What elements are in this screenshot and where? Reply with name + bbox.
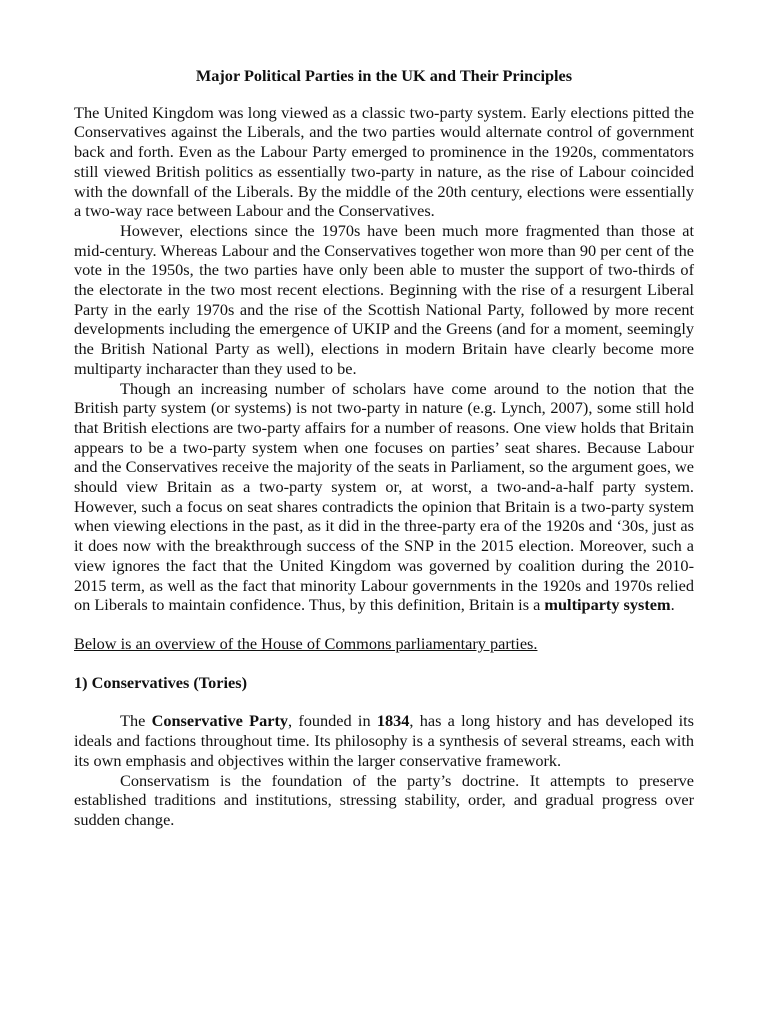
- paragraph-party-system-text: Though an increasing number of scholars have come around to the notion that the British party system (or systems) is not two-party in nature (e.g. Lynch, 2007), some still hold that British elections are two-party affairs for a number of reasons. One view holds that Britain appears to be a two-party system when one focuses on parties’ seat shares. Because Labour and the Conservatives receive the majority of the seats in Parliament, so the argument goes, we should view Britain as a two-party system or, at worst, a two-and-a-half party system. However, such a focus on seat shares contradicts the opinion that Britain is a two-party system when viewing elections in the past, as it did in the three-party era of the 1920s and ‘30s, just as it does now with the breakthrough success of the SNP in the 2015 election. Moreover, such a view ignores the fact that the United Kingdom was governed by coalition during the 2010-2015 term, as well as the fact that minority Labour governments in the 1920s and 1970s relied on Liberals to maintain confidence. Thus, by this definition, Britain is a: [74, 378, 694, 615]
- text-run: , has a long history and has developed its ideals and factions throughout time. Its philosophy is a synthesis of several streams, each with its own emphasis and objectives within the larger conservative framework.: [74, 711, 694, 770]
- section-heading-conservatives: 1) Conservatives (Tories): [74, 672, 248, 692]
- text-run: , founded in: [288, 711, 377, 731]
- overview-heading: Below is an overview of the House of Commons parliamentary parties.: [74, 633, 538, 653]
- paragraph-party-system: [74, 379, 694, 615]
- spacer: [74, 692, 694, 711]
- document-title: Major Political Parties in the UK and Their Principles: [195, 66, 573, 85]
- paragraph-conservatism: Conservatism is the foundation of the party’s doctrine. It attempts to preserve established traditions and institutions, stressing stability, order, and gradual progress over sudden change.: [74, 770, 694, 829]
- text-run: The: [120, 711, 152, 731]
- founding-year: 1834: [376, 711, 410, 731]
- paragraph-party-system-end: .: [670, 595, 675, 615]
- paragraph-fragmentation: However, elections since the 1970s have been much more fragmented than those at mid-century. Whereas Labour and the Conservatives together won more than 90 per cent of the vote in the 1950s, the two parties have only been able to muster the support of two-thirds of the electorate in the two most recent elections. Beginning with the rise of a resurgent Liberal Party in the early 1970s and the rise of the Scottish National Party, followed by more recent developments including the emergence of UKIP and the Greens (and for a moment, seemingly the British National Party as well), elections in modern Britain have clearly become more multiparty incharacter than they used to be.: [74, 220, 694, 378]
- spacer: [74, 654, 694, 673]
- document-page: [74, 66, 694, 830]
- conservative-party-term: Conservative Party: [151, 711, 289, 731]
- paragraph-conservative-party: [74, 711, 694, 770]
- paragraph-intro: The United Kingdom was long viewed as a classic two-party system. Early elections pitted the Conservatives against the Liberals, and the two parties would alternate control of government back and forth. Even as the Labour Party emerged to prominence in the 1920s, commentators still viewed British politics as essentially two-party in nature, as the rise of Labour coincided with the downfall of the Liberals. By the middle of the 20th century, elections were essentially a two-way race between Labour and the Conservatives.: [74, 102, 694, 221]
- multiparty-system-term: multiparty system: [544, 595, 671, 615]
- spacer: [74, 615, 694, 634]
